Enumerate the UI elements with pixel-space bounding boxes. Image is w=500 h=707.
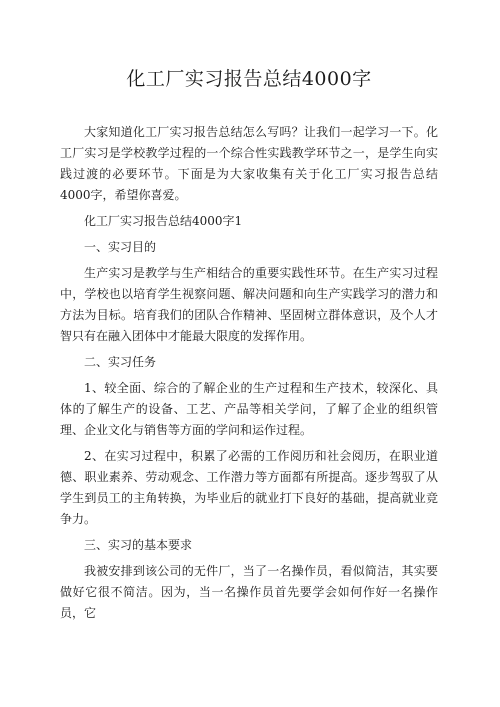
document-title: 化工厂实习报告总结4000字 — [126, 68, 372, 90]
section1-body: 生产实习是教学与生产相结合的重要实践性环节。在生产实习过程中，学校也以培育学生视察问题、解决问题和向生产实践学习的潜力和方法为目标。培育我们的团队合作精神、坚固树立群体意识，及个人才智只有在融入团体中才能最大限度的发挥作用。 — [60, 266, 438, 343]
section2-item1: 1、较全面、综合的了解企业的生产过程和生产技术，较深化、具体的了解生产的设备、工艺、产品等相关学问，了解了企业的组织管理、企业文化与销售等方面的学问和运作过程。 — [60, 381, 438, 437]
section3-heading: 三、实习的基本要求 — [84, 538, 193, 552]
section2-heading: 二、实习任务 — [84, 355, 157, 369]
subtitle: 化工厂实习报告总结4000字1 — [84, 214, 243, 228]
intro-paragraph: 大家知道化工厂实习报告总结怎么写吗？让我们一起学习一下。化工厂实习是学校教学过程的一个综合性实践教学环节之一，是学生向实践过渡的必要环节。下面是为大家收集有关于化工厂实习报告总结4000字，希望你喜爱。 — [60, 125, 438, 202]
section2-item2: 2、在实习过程中，积累了必需的工作阅历和社会阅历，在职业道德、职业素养、劳动观念、工作潜力等方面都有所提高。逐步驾驭了从学生到员工的主角转换，为毕业后的就业打下良好的基础，提高就业竞争力。 — [60, 449, 438, 526]
section3-body: 我被安排到该公司的无件厂，当了一名操作员，看似简洁，其实要做好它很不简洁。因为，当一名操作员首先要学会如何作好一名操作员，它 — [60, 564, 438, 620]
section1-heading: 一、实习目的 — [84, 240, 157, 254]
